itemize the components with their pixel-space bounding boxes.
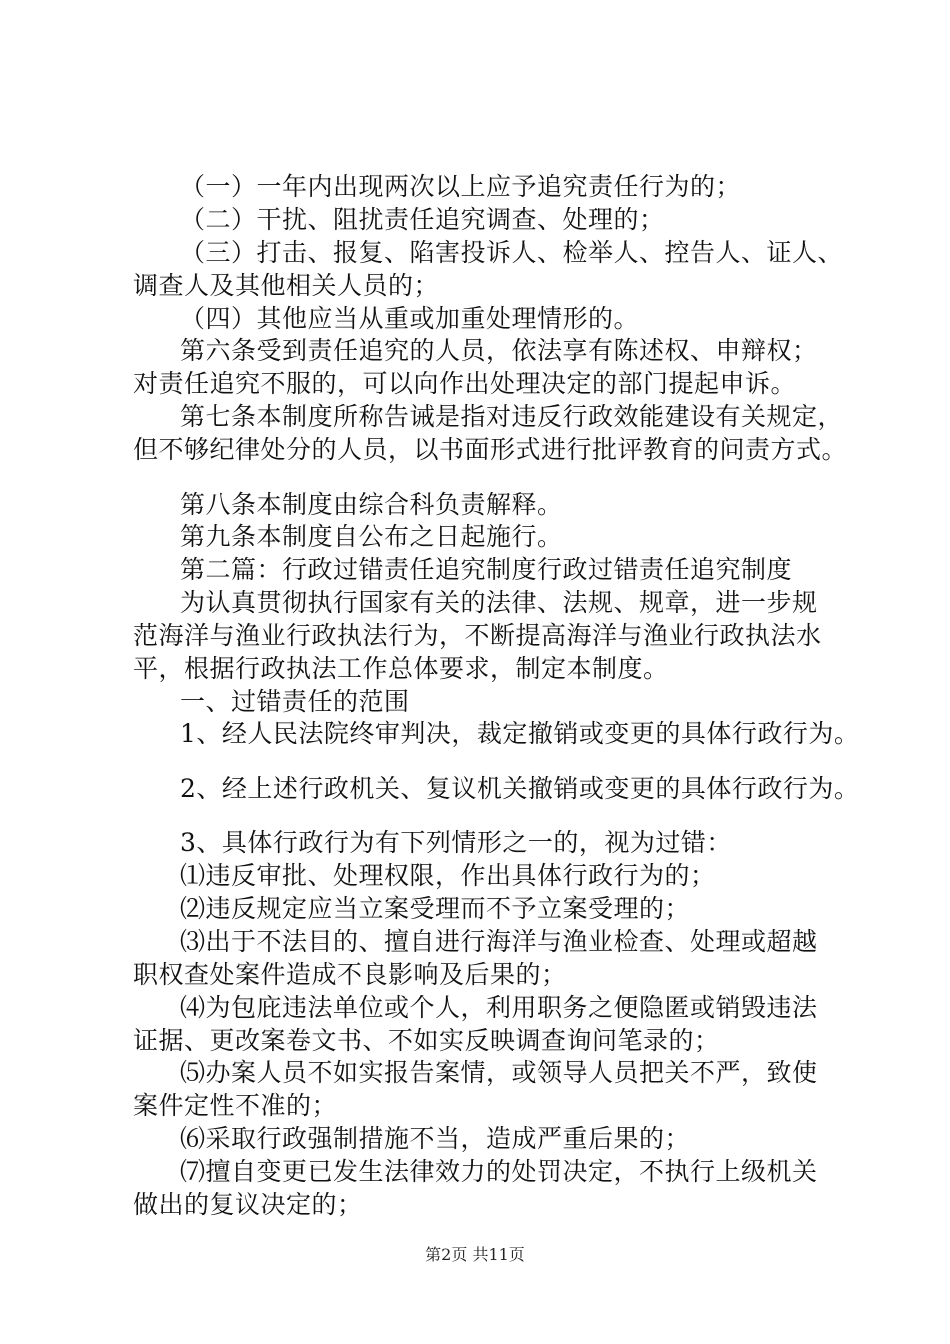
text-line: 做出的复议决定的； bbox=[133, 1190, 363, 1219]
text-line: 2、经上述行政机关、复议机关撤销或变更的具体行政行为。 bbox=[180, 774, 860, 803]
text-line: 对责任追究不服的，可以向作出处理决定的部门提起申诉。 bbox=[133, 369, 797, 398]
list-item: ⑶出于不法目的、擅自进行海洋与渔业检查、处理或超越 bbox=[180, 927, 818, 956]
list-item: ⑸办案人员不如实报告案情，或领导人员把关不严，致使 bbox=[180, 1058, 818, 1087]
section-title: 第二篇：行政过错责任追究制度行政过错责任追究制度 bbox=[180, 555, 793, 584]
section-heading: 一、过错责任的范围 bbox=[180, 687, 410, 716]
text-line: （一）一年内出现两次以上应予追究责任行为的； bbox=[180, 172, 742, 201]
text-line: 调查人及其他相关人员的； bbox=[133, 271, 440, 300]
list-item: ⑵违反规定应当立案受理而不予立案受理的； bbox=[180, 894, 691, 923]
text-line: 第六条受到责任追究的人员，依法享有陈述权、申辩权； bbox=[180, 336, 818, 365]
text-line: 职权查处案件造成不良影响及后果的； bbox=[133, 960, 567, 989]
list-item: ⑷为包庇违法单位或个人，利用职务之便隐匿或销毁违法 bbox=[180, 993, 818, 1022]
text-line: 3、具体行政行为有下列情形之一的，视为过错： bbox=[180, 828, 732, 857]
text-line: 第七条本制度所称告诫是指对违反行政效能建设有关规定， bbox=[180, 402, 844, 431]
text-line: 为认真贯彻执行国家有关的法律、法规、规章，进一步规 bbox=[180, 588, 818, 617]
page-number: 第2页 共11页 bbox=[425, 1245, 525, 1264]
text-line: 第八条本制度由综合科负责解释。 bbox=[180, 490, 563, 519]
text-line: 1、经人民法院终审判决，裁定撤销或变更的具体行政行为。 bbox=[180, 719, 860, 748]
text-line: （二）干扰、阻扰责任追究调查、处理的； bbox=[180, 205, 665, 234]
text-line: 第九条本制度自公布之日起施行。 bbox=[180, 522, 563, 551]
list-item: ⑺擅自变更已发生法律效力的处罚决定，不执行上级机关 bbox=[180, 1157, 818, 1186]
text-line: 但不够纪律处分的人员，以书面形式进行批评教育的问责方式。 bbox=[133, 435, 848, 464]
text-line: （四）其他应当从重或加重处理情形的。 bbox=[180, 304, 640, 333]
list-item: ⑴违反审批、处理权限，作出具体行政行为的； bbox=[180, 861, 716, 890]
text-line: 平，根据行政执法工作总体要求，制定本制度。 bbox=[133, 654, 669, 683]
text-line: （三）打击、报复、陷害投诉人、检举人、控告人、证人、 bbox=[180, 238, 844, 267]
list-item: ⑹采取行政强制措施不当，造成严重后果的； bbox=[180, 1124, 691, 1153]
text-line: 范海洋与渔业行政执法行为，不断提高海洋与渔业行政执法水 bbox=[133, 621, 822, 650]
text-line: 证据、更改案卷文书、不如实反映调查询问笔录的； bbox=[133, 1026, 720, 1055]
text-line: 案件定性不准的； bbox=[133, 1091, 338, 1120]
